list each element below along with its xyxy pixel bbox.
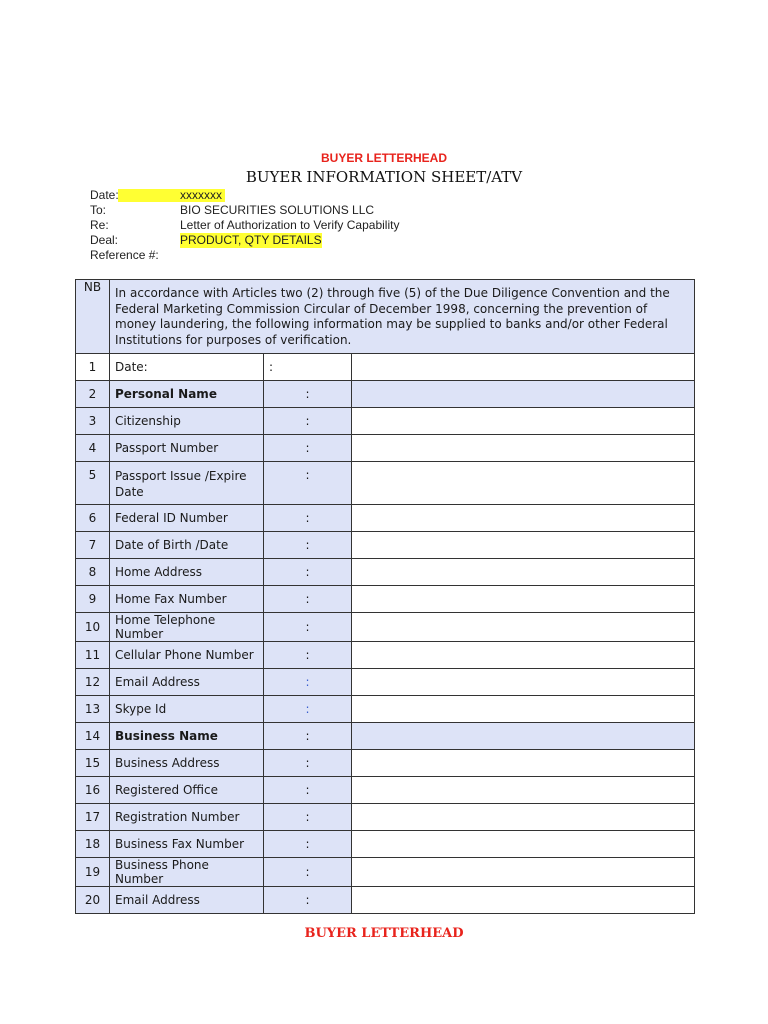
- email-address-field[interactable]: [352, 669, 695, 696]
- table-row: [76, 354, 695, 381]
- table-row: [76, 723, 695, 750]
- deal-value: PRODUCT, QTY DETAILS: [180, 233, 322, 247]
- row-colon: :: [264, 586, 352, 613]
- citizenship-field[interactable]: [352, 408, 695, 435]
- row-colon: :: [264, 723, 352, 750]
- row-number: 20: [76, 887, 110, 914]
- row-colon: :: [264, 831, 352, 858]
- intro-row: [76, 280, 695, 354]
- row-number: 5: [76, 462, 110, 505]
- date-value: xxxxxxx: [180, 188, 222, 202]
- to-value: BIO SECURITIES SOLUTIONS LLC: [180, 203, 375, 217]
- row-colon: :: [264, 532, 352, 559]
- row-colon: :: [264, 696, 352, 723]
- row-colon: :: [264, 505, 352, 532]
- row-number: 10: [76, 613, 110, 642]
- page-title: BUYER INFORMATION SHEET/ATV: [245, 168, 523, 186]
- registered-office-field[interactable]: [352, 777, 695, 804]
- row-label: Passport Number: [110, 435, 264, 462]
- row-number: 2: [76, 381, 110, 408]
- row-number: 4: [76, 435, 110, 462]
- table-row: [76, 532, 695, 559]
- row-label: Business Address: [110, 750, 264, 777]
- passport-number-field[interactable]: [352, 435, 695, 462]
- table-row: [76, 505, 695, 532]
- table-row: [76, 887, 695, 914]
- letterhead-bottom: BUYER LETTERHEAD: [304, 926, 464, 941]
- row-colon: :: [264, 804, 352, 831]
- business-name-field[interactable]: [352, 723, 695, 750]
- row-label: Email Address: [110, 669, 264, 696]
- row-label: Home Telephone Number: [110, 613, 264, 642]
- home-address-field[interactable]: [352, 559, 695, 586]
- home-fax-field[interactable]: [352, 586, 695, 613]
- table-row: [76, 642, 695, 669]
- row-label: Passport Issue /Expire Date: [110, 462, 264, 505]
- row-number: 11: [76, 642, 110, 669]
- re-value: Letter of Authorization to Verify Capability: [180, 218, 400, 232]
- row-number: 1: [76, 354, 110, 381]
- letterhead-top: BUYER LETTERHEAD: [320, 151, 447, 165]
- table-row: [76, 408, 695, 435]
- row-number: 18: [76, 831, 110, 858]
- date-label: Date:: [90, 188, 119, 202]
- table-row: [76, 669, 695, 696]
- row-number: 16: [76, 777, 110, 804]
- row-label: Federal ID Number: [110, 505, 264, 532]
- personal-name-field[interactable]: [352, 381, 695, 408]
- row-label: Business Name: [110, 723, 264, 750]
- row-colon: :: [264, 408, 352, 435]
- row-colon: :: [264, 613, 352, 642]
- row-label: Business Fax Number: [110, 831, 264, 858]
- cellular-phone-field[interactable]: [352, 642, 695, 669]
- table-row: [76, 750, 695, 777]
- row-number: 14: [76, 723, 110, 750]
- row-number: 8: [76, 559, 110, 586]
- date-field[interactable]: [352, 354, 695, 381]
- table-row: [76, 586, 695, 613]
- skype-id-field[interactable]: [352, 696, 695, 723]
- deal-label: Deal:: [90, 233, 119, 247]
- table-row: [76, 435, 695, 462]
- row-number: 7: [76, 532, 110, 559]
- row-number: 6: [76, 505, 110, 532]
- business-email-field[interactable]: [352, 887, 695, 914]
- business-address-field[interactable]: [352, 750, 695, 777]
- row-label: Registration Number: [110, 804, 264, 831]
- intro-text: In accordance with Articles two (2) through five (5) of the Due Diligence Convention and the Federal Marketing Commission Circular of December 1998, concerning the prevention of money laundering, the following information may be supplied to banks and/or other Federal Institutions for purposes of verification.: [110, 280, 695, 354]
- row-colon: :: [264, 858, 352, 887]
- row-colon: :: [264, 642, 352, 669]
- reference-label: Reference #:: [90, 248, 159, 262]
- row-label: Business Phone Number: [110, 858, 264, 887]
- row-colon: :: [264, 750, 352, 777]
- re-label: Re:: [90, 218, 109, 232]
- table-row: [76, 613, 695, 642]
- passport-issue-expire-field[interactable]: [352, 462, 695, 505]
- row-label: Date:: [110, 354, 264, 381]
- row-label: Cellular Phone Number: [110, 642, 264, 669]
- row-label: Registered Office: [110, 777, 264, 804]
- table-row: [76, 831, 695, 858]
- row-colon: :: [264, 462, 352, 505]
- row-number: 9: [76, 586, 110, 613]
- row-colon: :: [264, 435, 352, 462]
- row-label: Personal Name: [110, 381, 264, 408]
- row-colon: :: [264, 669, 352, 696]
- row-colon: :: [264, 559, 352, 586]
- header-nb: NB: [76, 280, 110, 354]
- row-label: Date of Birth /Date: [110, 532, 264, 559]
- row-colon: :: [264, 887, 352, 914]
- date-of-birth-field[interactable]: [352, 532, 695, 559]
- table-row: [76, 858, 695, 887]
- home-telephone-field[interactable]: [352, 613, 695, 642]
- table-row: [76, 696, 695, 723]
- row-number: 12: [76, 669, 110, 696]
- row-label: Home Fax Number: [110, 586, 264, 613]
- table-row: [76, 804, 695, 831]
- information-table: [75, 279, 695, 914]
- to-label: To:: [90, 203, 107, 217]
- business-phone-field[interactable]: [352, 858, 695, 887]
- registration-number-field[interactable]: [352, 804, 695, 831]
- row-number: 19: [76, 858, 110, 887]
- row-label: Email Address: [110, 887, 264, 914]
- row-colon: :: [264, 777, 352, 804]
- row-number: 3: [76, 408, 110, 435]
- table-row: [76, 559, 695, 586]
- business-fax-field[interactable]: [352, 831, 695, 858]
- row-number: 15: [76, 750, 110, 777]
- row-label: Home Address: [110, 559, 264, 586]
- table-row: [76, 777, 695, 804]
- row-number: 17: [76, 804, 110, 831]
- row-label: Skype Id: [110, 696, 264, 723]
- table-row: [76, 462, 695, 505]
- federal-id-field[interactable]: [352, 505, 695, 532]
- row-colon: :: [264, 354, 352, 381]
- row-colon: :: [264, 381, 352, 408]
- table-row: [76, 381, 695, 408]
- row-label: Citizenship: [110, 408, 264, 435]
- row-number: 13: [76, 696, 110, 723]
